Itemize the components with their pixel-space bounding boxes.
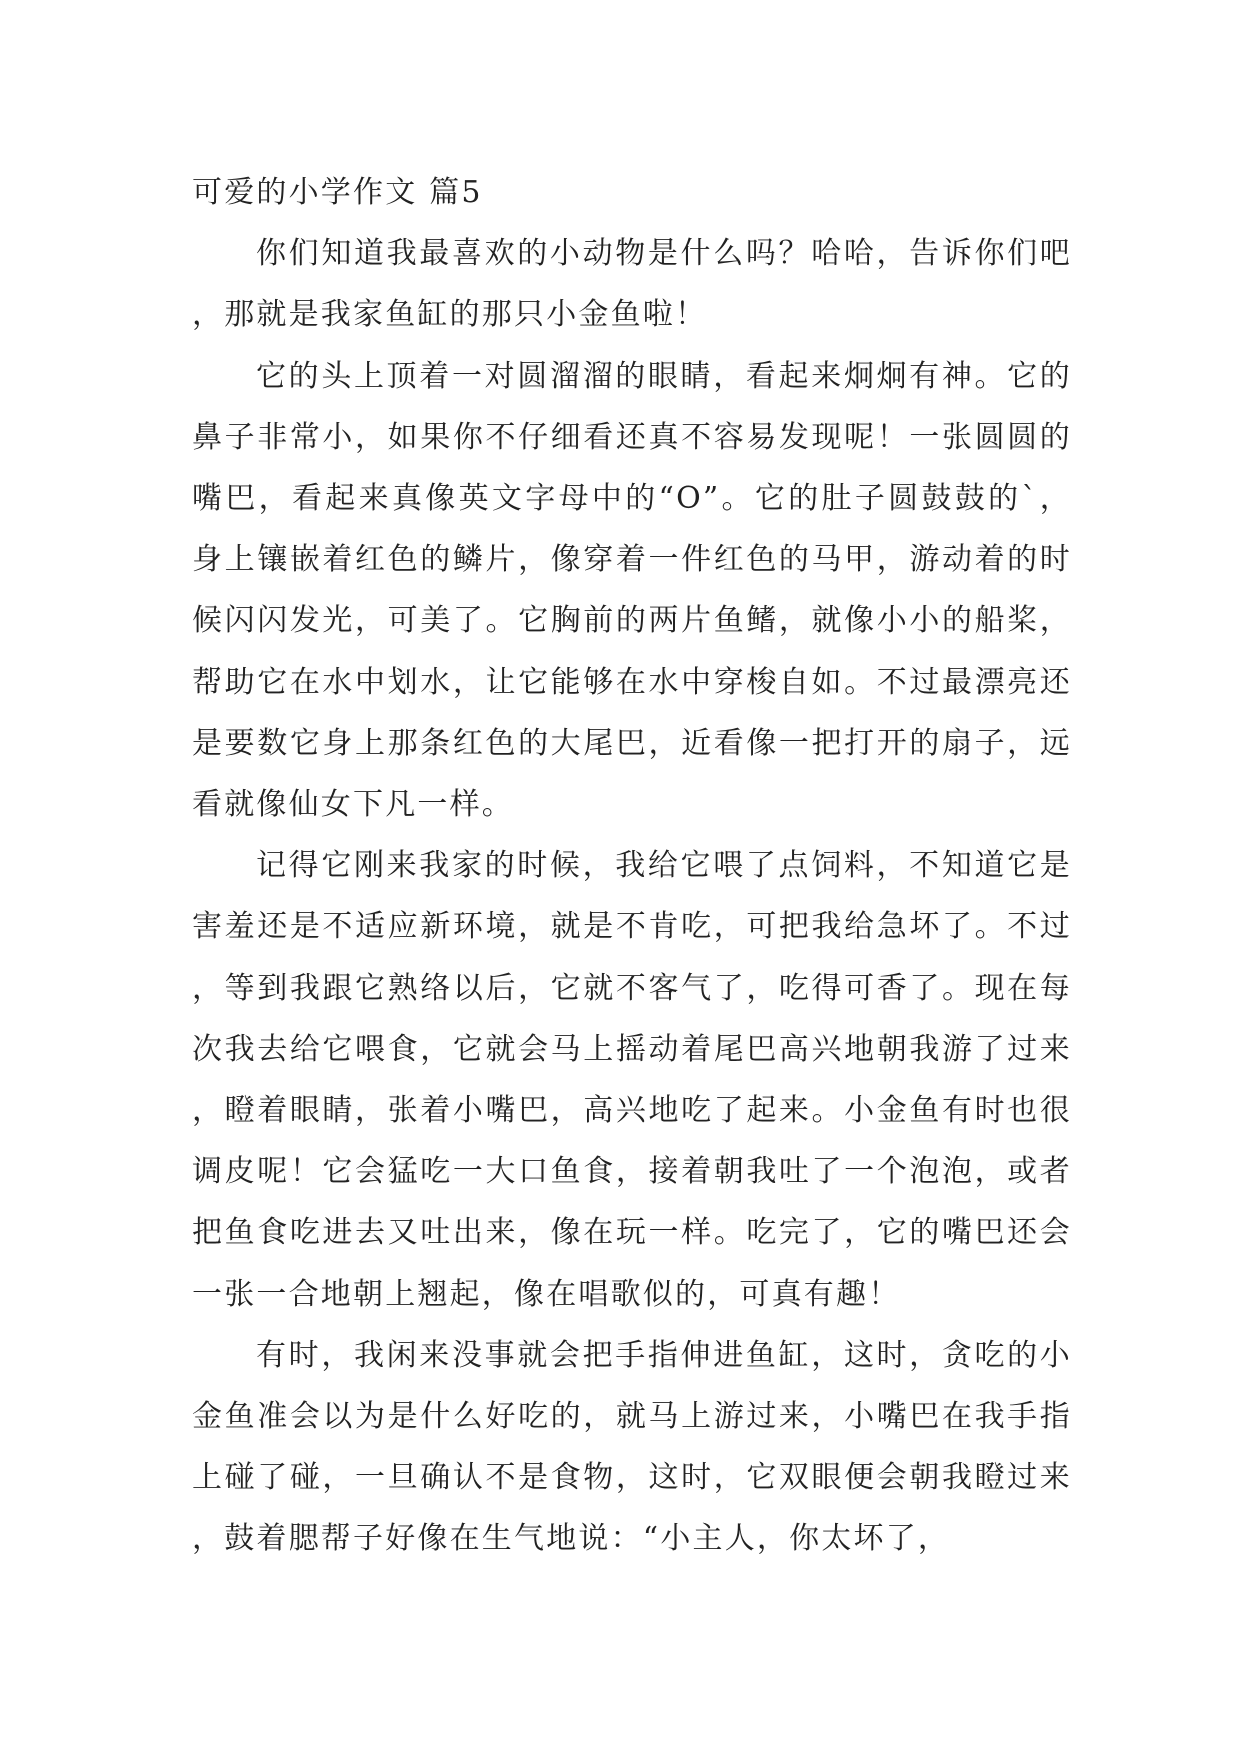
document-title: 可爱的小学作文 篇5 xyxy=(192,175,483,210)
paragraph-3: 记得它刚来我家的时候，我给它喂了点饲料，不知道它是害羞还是不适应新环境，就是不肯吃，可把我给急坏了。不过，等到我跟它熟络以后，它就不客气了，吃得可香了。现在每次我去给它喂食，它就会马上摇动着尾巴高兴地朝我游了过来，瞪着眼睛，张着小嘴巴，高兴地吃了起来。小金鱼有时也很调皮呢！它会猛吃一大口鱼食，接着朝我吐了一个泡泡，或者把鱼食吃进去又吐出来，像在玩一样。吃完了，它的嘴巴还会一张一合地朝上翘起，像在唱歌似的，可真有趣！ xyxy=(192,848,1072,1312)
paragraph-2: 它的头上顶着一对圆溜溜的眼睛，看起来炯炯有神。它的鼻子非常小，如果你不仔细看还真不容易发现呢！一张圆圆的嘴巴，看起来真像英文字母中的“O”。它的肚子圆鼓鼓的`，身上镶嵌着红色的鳞片，像穿着一件红色的马甲，游动着的时候闪闪发光，可美了。它胸前的两片鱼鳍，就像小小的船桨，帮助它在水中划水，让它能够在水中穿梭自如。不过最漂亮还是要数它身上那条红色的大尾巴，近看像一把打开的扇子，远看就像仙女下凡一样。 xyxy=(192,358,1072,823)
paragraph-4: 有时，我闲来没事就会把手指伸进鱼缸，这时，贪吃的小金鱼准会以为是什么好吃的，就马上游过来，小嘴巴在我手指上碰了碰，一旦确认不是食物，这时，它双眼便会朝我瞪过来，鼓着腮帮子好像在生气地说：“小主人，你太坏了， xyxy=(192,1337,1072,1557)
document-body xyxy=(192,162,1072,1570)
paragraph-1: 你们知道我最喜欢的小动物是什么吗？哈哈，告诉你们吧，那就是我家鱼缸的那只小金鱼啦！ xyxy=(192,236,1072,333)
